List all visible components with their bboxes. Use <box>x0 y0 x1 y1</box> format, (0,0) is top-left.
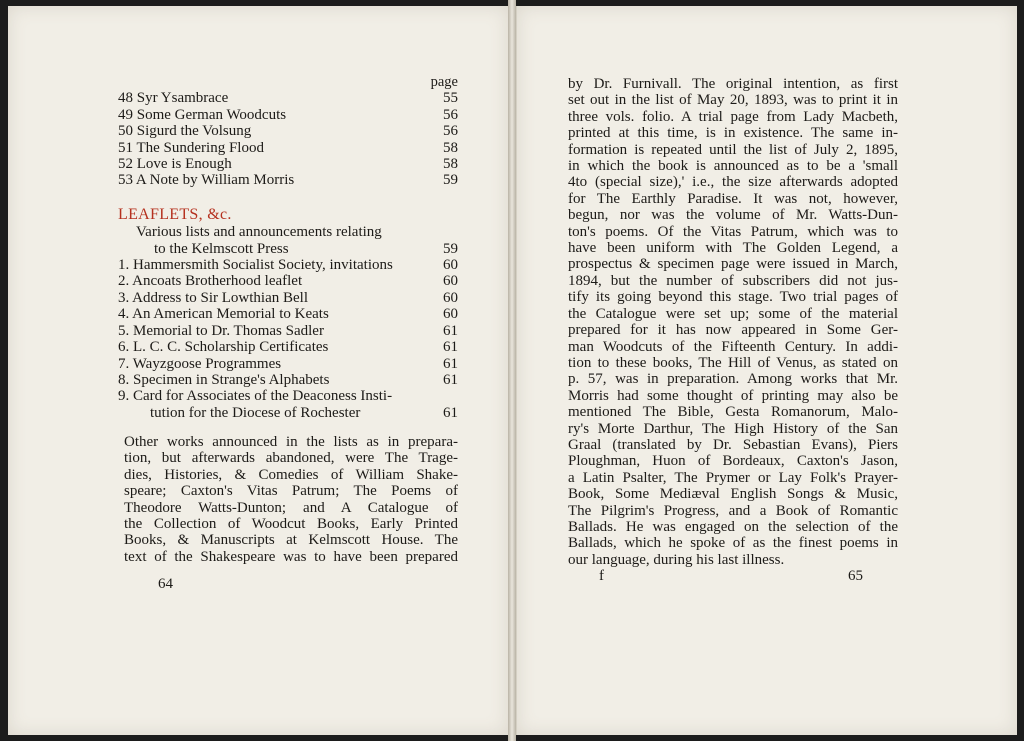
entry-title: 1. Hammersmith Socialist Society, invitations <box>118 257 393 274</box>
entry-title: 2. Ancoats Brotherhood leaflet <box>118 273 303 290</box>
list-item <box>118 372 458 388</box>
text-line: dies, Histories, & Comedies of William Shake- <box>124 466 458 483</box>
text-line: printed at this time, is in existence. The same in- <box>568 125 898 142</box>
leaflets-heading: LEAFLETS, &c. <box>118 205 232 223</box>
entry-title: 6. L. C. C. Scholarship Certificates <box>118 339 329 356</box>
entry-page: 60 <box>443 257 458 274</box>
text-line: prepared for it has now appeared in Some Ger- <box>568 322 898 339</box>
text-line: prospectus & specimen page were issued in March, <box>568 256 898 273</box>
list-item <box>118 140 458 156</box>
text-line: tion to these books, The Hill of Venus, as stated on <box>568 354 898 371</box>
list-item <box>118 172 458 188</box>
entry-title: 8. Specimen in Strange's Alphabets <box>118 371 330 388</box>
text-line: man Woodcuts of the Fifteenth Century. In addi- <box>568 338 898 355</box>
text-line: set out in the list of May 20, 1893, was to print it in <box>568 92 898 109</box>
entry-page: 61 <box>443 355 458 372</box>
text-line: the Collection of Woodcut Books, Early Printed <box>124 516 458 533</box>
text-line: mentioned The Bible, Gesta Romanorum, Malo- <box>568 404 898 421</box>
leaflet-9-line-1: 9. Card for Associates of the Deaconess Insti- <box>118 388 393 405</box>
text-line: formation is repeated until the list of July 2, 1895, <box>568 141 898 158</box>
list-item <box>118 273 458 289</box>
list-item <box>118 323 458 339</box>
text-line: for The Earthly Paradise. It was not, however, <box>568 190 898 207</box>
list-item <box>118 90 458 106</box>
right-paragraph <box>568 76 898 568</box>
entry-page: 61 <box>443 339 458 356</box>
list-item <box>118 356 458 372</box>
list-item <box>118 339 458 355</box>
book-gutter <box>508 0 516 741</box>
text-line: Books, & Manuscripts at Kelmscott House. The <box>124 532 458 549</box>
text-line: Morris had some thought of printing may also be <box>568 387 898 404</box>
list-item <box>118 156 458 172</box>
entry-page: 60 <box>443 289 458 306</box>
entry-title: 51 The Sundering Flood <box>118 139 264 156</box>
leaflets-intro-line-1: Various lists and announcements relating <box>136 224 382 241</box>
list-item <box>118 405 458 421</box>
text-line: Ploughman, Huon of Bordeaux, Caxton's Jason, <box>568 453 898 470</box>
entry-page: 56 <box>443 123 458 140</box>
leaflets-intro-page: 59 <box>443 240 458 257</box>
list-item <box>118 306 458 322</box>
text-line: Graal (translated by Dr. Sebastian Evans), Piers <box>568 436 898 453</box>
text-line: text of the Shakespeare was to have been prepared <box>124 548 458 565</box>
entry-page: 61 <box>443 322 458 339</box>
leaflet-9-page: 61 <box>443 404 458 421</box>
text-line: begun, nor was the volume of Mr. Watts-Dun- <box>568 207 898 224</box>
entry-title: 48 Syr Ysambrace <box>118 90 229 107</box>
text-line: tify its going beyond this stage. Two trial pages of <box>568 289 898 306</box>
folio-left: 64 <box>158 576 173 592</box>
page-column-label: page <box>430 74 458 90</box>
text-line: in which the book is announced as to be a 'small <box>568 158 898 175</box>
text-line: 4to (special size),' i.e., the size afterwards adopted <box>568 174 898 191</box>
entry-page: 59 <box>443 172 458 189</box>
entry-page: 55 <box>443 90 458 107</box>
text-line: our language, during his last illness. <box>568 551 785 568</box>
entry-title: 52 Love is Enough <box>118 156 232 173</box>
text-line: Other works announced in the lists as in prepara- <box>124 434 458 450</box>
text-line: ton's poems. Of the Vitas Patrum, which was to <box>568 223 898 240</box>
text-line: Book, Some Mediæval English Songs & Music, <box>568 486 898 503</box>
entry-page: 60 <box>443 273 458 290</box>
list-item <box>118 290 458 306</box>
leaflets-list <box>118 257 458 388</box>
left-paragraph <box>124 434 458 565</box>
leaflet-9-line-2: tution for the Diocese of Rochester <box>150 404 361 421</box>
entry-title: 49 Some German Woodcuts <box>118 106 287 123</box>
text-line: Ballads. He was engaged on the selection of the <box>568 518 898 535</box>
leaflets-intro <box>118 224 458 257</box>
entry-page: 60 <box>443 306 458 323</box>
list-item <box>118 107 458 123</box>
entry-page: 56 <box>443 106 458 123</box>
entry-title: 53 A Note by William Morris <box>118 172 295 189</box>
entry-title: 7. Wayzgoose Programmes <box>118 355 282 372</box>
text-line: 1894, but the number of subscribers did not jus- <box>568 272 898 289</box>
text-line: a Latin Psalter, The Prymer or Lay Folk's Prayer- <box>568 469 898 486</box>
table-of-contents <box>118 74 458 421</box>
text-line: The Pilgrim's Progress, and a Book of Romantic <box>568 502 898 519</box>
folio-right: 65 <box>848 568 863 584</box>
text-line: Ballads, which he spoke of as the finest poems in <box>568 535 898 552</box>
entry-page: 58 <box>443 156 458 173</box>
text-line: three vols. folio. A trial page from Lady Macbeth, <box>568 108 898 125</box>
text-line: ry's Morte Darthur, The High History of the San <box>568 420 898 437</box>
entry-title: 50 Sigurd the Volsung <box>118 123 252 140</box>
entry-page: 58 <box>443 139 458 156</box>
leaflets-intro-line-2: to the Kelmscott Press <box>154 240 289 257</box>
entry-title: 5. Memorial to Dr. Thomas Sadler <box>118 322 324 339</box>
text-line: Theodore Watts-Dunton; and A Catalogue of <box>124 499 458 516</box>
text-line: speare; Caxton's Vitas Patrum; The Poems of <box>124 483 458 500</box>
text-line: by Dr. Furnivall. The original intention, as first <box>568 76 898 92</box>
entry-page: 61 <box>443 371 458 388</box>
text-line: have been uniform with The Golden Legend, a <box>568 240 898 257</box>
list-item <box>118 388 458 404</box>
text-line: tion, but afterwards abandoned, were The Trage- <box>124 450 458 467</box>
list-item <box>118 257 458 273</box>
signature-mark: f <box>599 568 604 584</box>
list-item <box>118 123 458 139</box>
text-line: p. 57, was in preparation. Among works that Mr. <box>568 371 898 388</box>
entry-title: 3. Address to Sir Lowthian Bell <box>118 289 308 306</box>
text-line: the Catalogue were set up; some of the material <box>568 305 898 322</box>
entry-title: 4. An American Memorial to Keats <box>118 306 329 323</box>
contents-list <box>118 90 458 188</box>
